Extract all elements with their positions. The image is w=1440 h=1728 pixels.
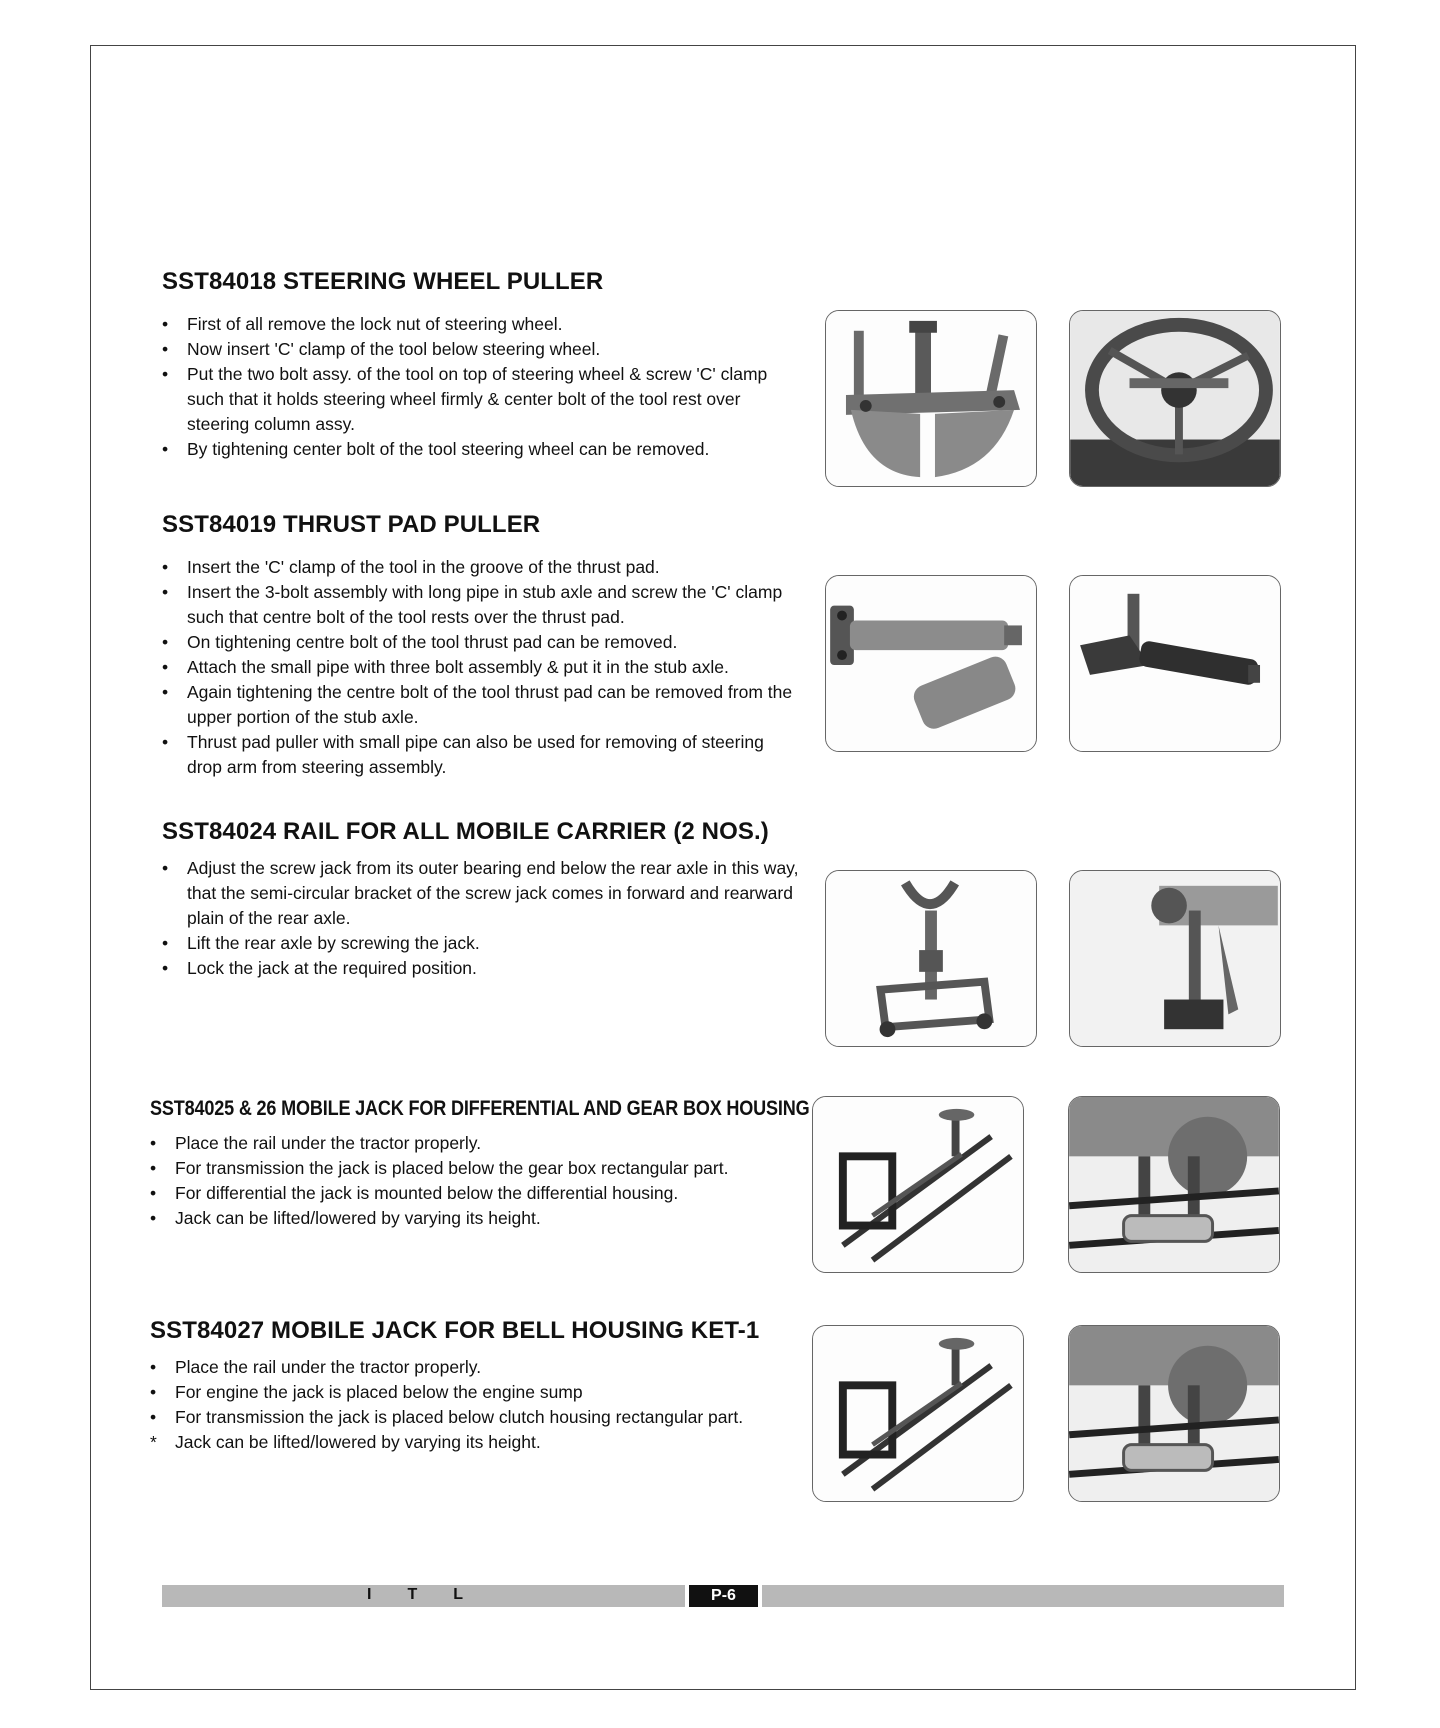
list-item: • Lock the jack at the required position.	[162, 958, 477, 978]
screw-jack-installed-photo	[1069, 870, 1281, 1047]
bullet-list	[150, 1355, 790, 1455]
section-mobile-jack-differential	[150, 1097, 810, 1231]
list-item: • Put the two bolt assy. of the tool on top of steering wheel & screw 'C' clamp such that it holds steering wheel firmly & center bolt of the tool rest over steering column assy.	[162, 364, 768, 434]
section-title: SST84018 STEERING WHEEL PULLER	[162, 268, 604, 295]
list-item: • Insert the 'C' clamp of the tool in the groove of the thrust pad.	[162, 557, 660, 577]
list-item: • Jack can be lifted/lowered by varying its height.	[150, 1208, 541, 1228]
bullet-list	[162, 312, 802, 462]
steering-wheel-installed-photo	[1069, 310, 1281, 487]
footer-bar	[162, 1585, 1284, 1607]
section-title: SST84024 RAIL FOR ALL MOBILE CARRIER (2 NOS.)	[162, 818, 769, 845]
footer-right-band	[762, 1585, 1284, 1607]
section-steering-wheel-puller	[162, 268, 802, 462]
mobile-jack-tool-photo	[812, 1096, 1024, 1273]
list-item: • By tightening center bolt of the tool steering wheel can be removed.	[162, 439, 710, 459]
list-item: • For differential the jack is mounted below the differential housing.	[150, 1183, 679, 1203]
list-item: • Thrust pad puller with small pipe can also be used for removing of steering drop arm from steering assembly.	[162, 732, 764, 777]
page-number: P-6	[689, 1585, 758, 1607]
steering-wheel-puller-tool-photo	[825, 310, 1037, 487]
list-item: • Place the rail under the tractor properly.	[150, 1133, 482, 1153]
mobile-jack-bell-housing-tool-photo	[812, 1325, 1024, 1502]
list-item: • Now insert 'C' clamp of the tool below steering wheel.	[162, 339, 601, 359]
list-item: • On tightening centre bolt of the tool thrust pad can be removed.	[162, 632, 678, 652]
list-item: • Place the rail under the tractor properly.	[150, 1357, 482, 1377]
list-item: • First of all remove the lock nut of steering wheel.	[162, 314, 563, 334]
bullet-list	[162, 856, 802, 981]
thrust-pad-puller-installed-photo	[1069, 575, 1281, 752]
section-title: SST84027 MOBILE JACK FOR BELL HOUSING KET-1	[150, 1317, 760, 1344]
mobile-jack-differential-installed-photo	[1068, 1096, 1280, 1273]
section-thrust-pad-puller	[162, 511, 802, 780]
list-item: • For transmission the jack is placed below the gear box rectangular part.	[150, 1158, 729, 1178]
screw-jack-tool-photo	[825, 870, 1037, 1047]
section-mobile-jack-bell-housing	[150, 1317, 790, 1455]
list-item: • Insert the 3-bolt assembly with long pipe in stub axle and screw the 'C' clamp such that centre bolt of the tool rests over the thrust pad.	[162, 582, 783, 627]
list-item: • For engine the jack is placed below the engine sump	[150, 1382, 583, 1402]
list-item: • Again tightening the centre bolt of the tool thrust pad can be removed from the upper portion of the stub axle.	[162, 682, 793, 727]
list-item: • Attach the small pipe with three bolt assembly & put it in the stub axle.	[162, 657, 729, 677]
list-item: • For transmission the jack is placed below clutch housing rectangular part.	[150, 1407, 744, 1427]
bullet-list	[162, 555, 802, 780]
footer-brand: ITL	[367, 1586, 499, 1603]
section-rail-mobile-carrier	[162, 818, 802, 981]
list-item: • Lift the rear axle by screwing the jack.	[162, 933, 480, 953]
section-title: SST84019 THRUST PAD PULLER	[162, 511, 541, 538]
list-item: * Jack can be lifted/lowered by varying its height.	[150, 1432, 541, 1452]
mobile-jack-bell-housing-installed-photo	[1068, 1325, 1280, 1502]
thrust-pad-puller-tool-photo	[825, 575, 1037, 752]
list-item: • Adjust the screw jack from its outer bearing end below the rear axle in this way, that the semi-circular bracket of the screw jack comes in forward and rearward plain of the rear axle.	[162, 858, 799, 928]
bullet-list	[150, 1131, 790, 1231]
section-title: SST84025 & 26 MOBILE JACK FOR DIFFERENTIAL AND GEAR BOX HOUSING	[150, 1097, 810, 1120]
